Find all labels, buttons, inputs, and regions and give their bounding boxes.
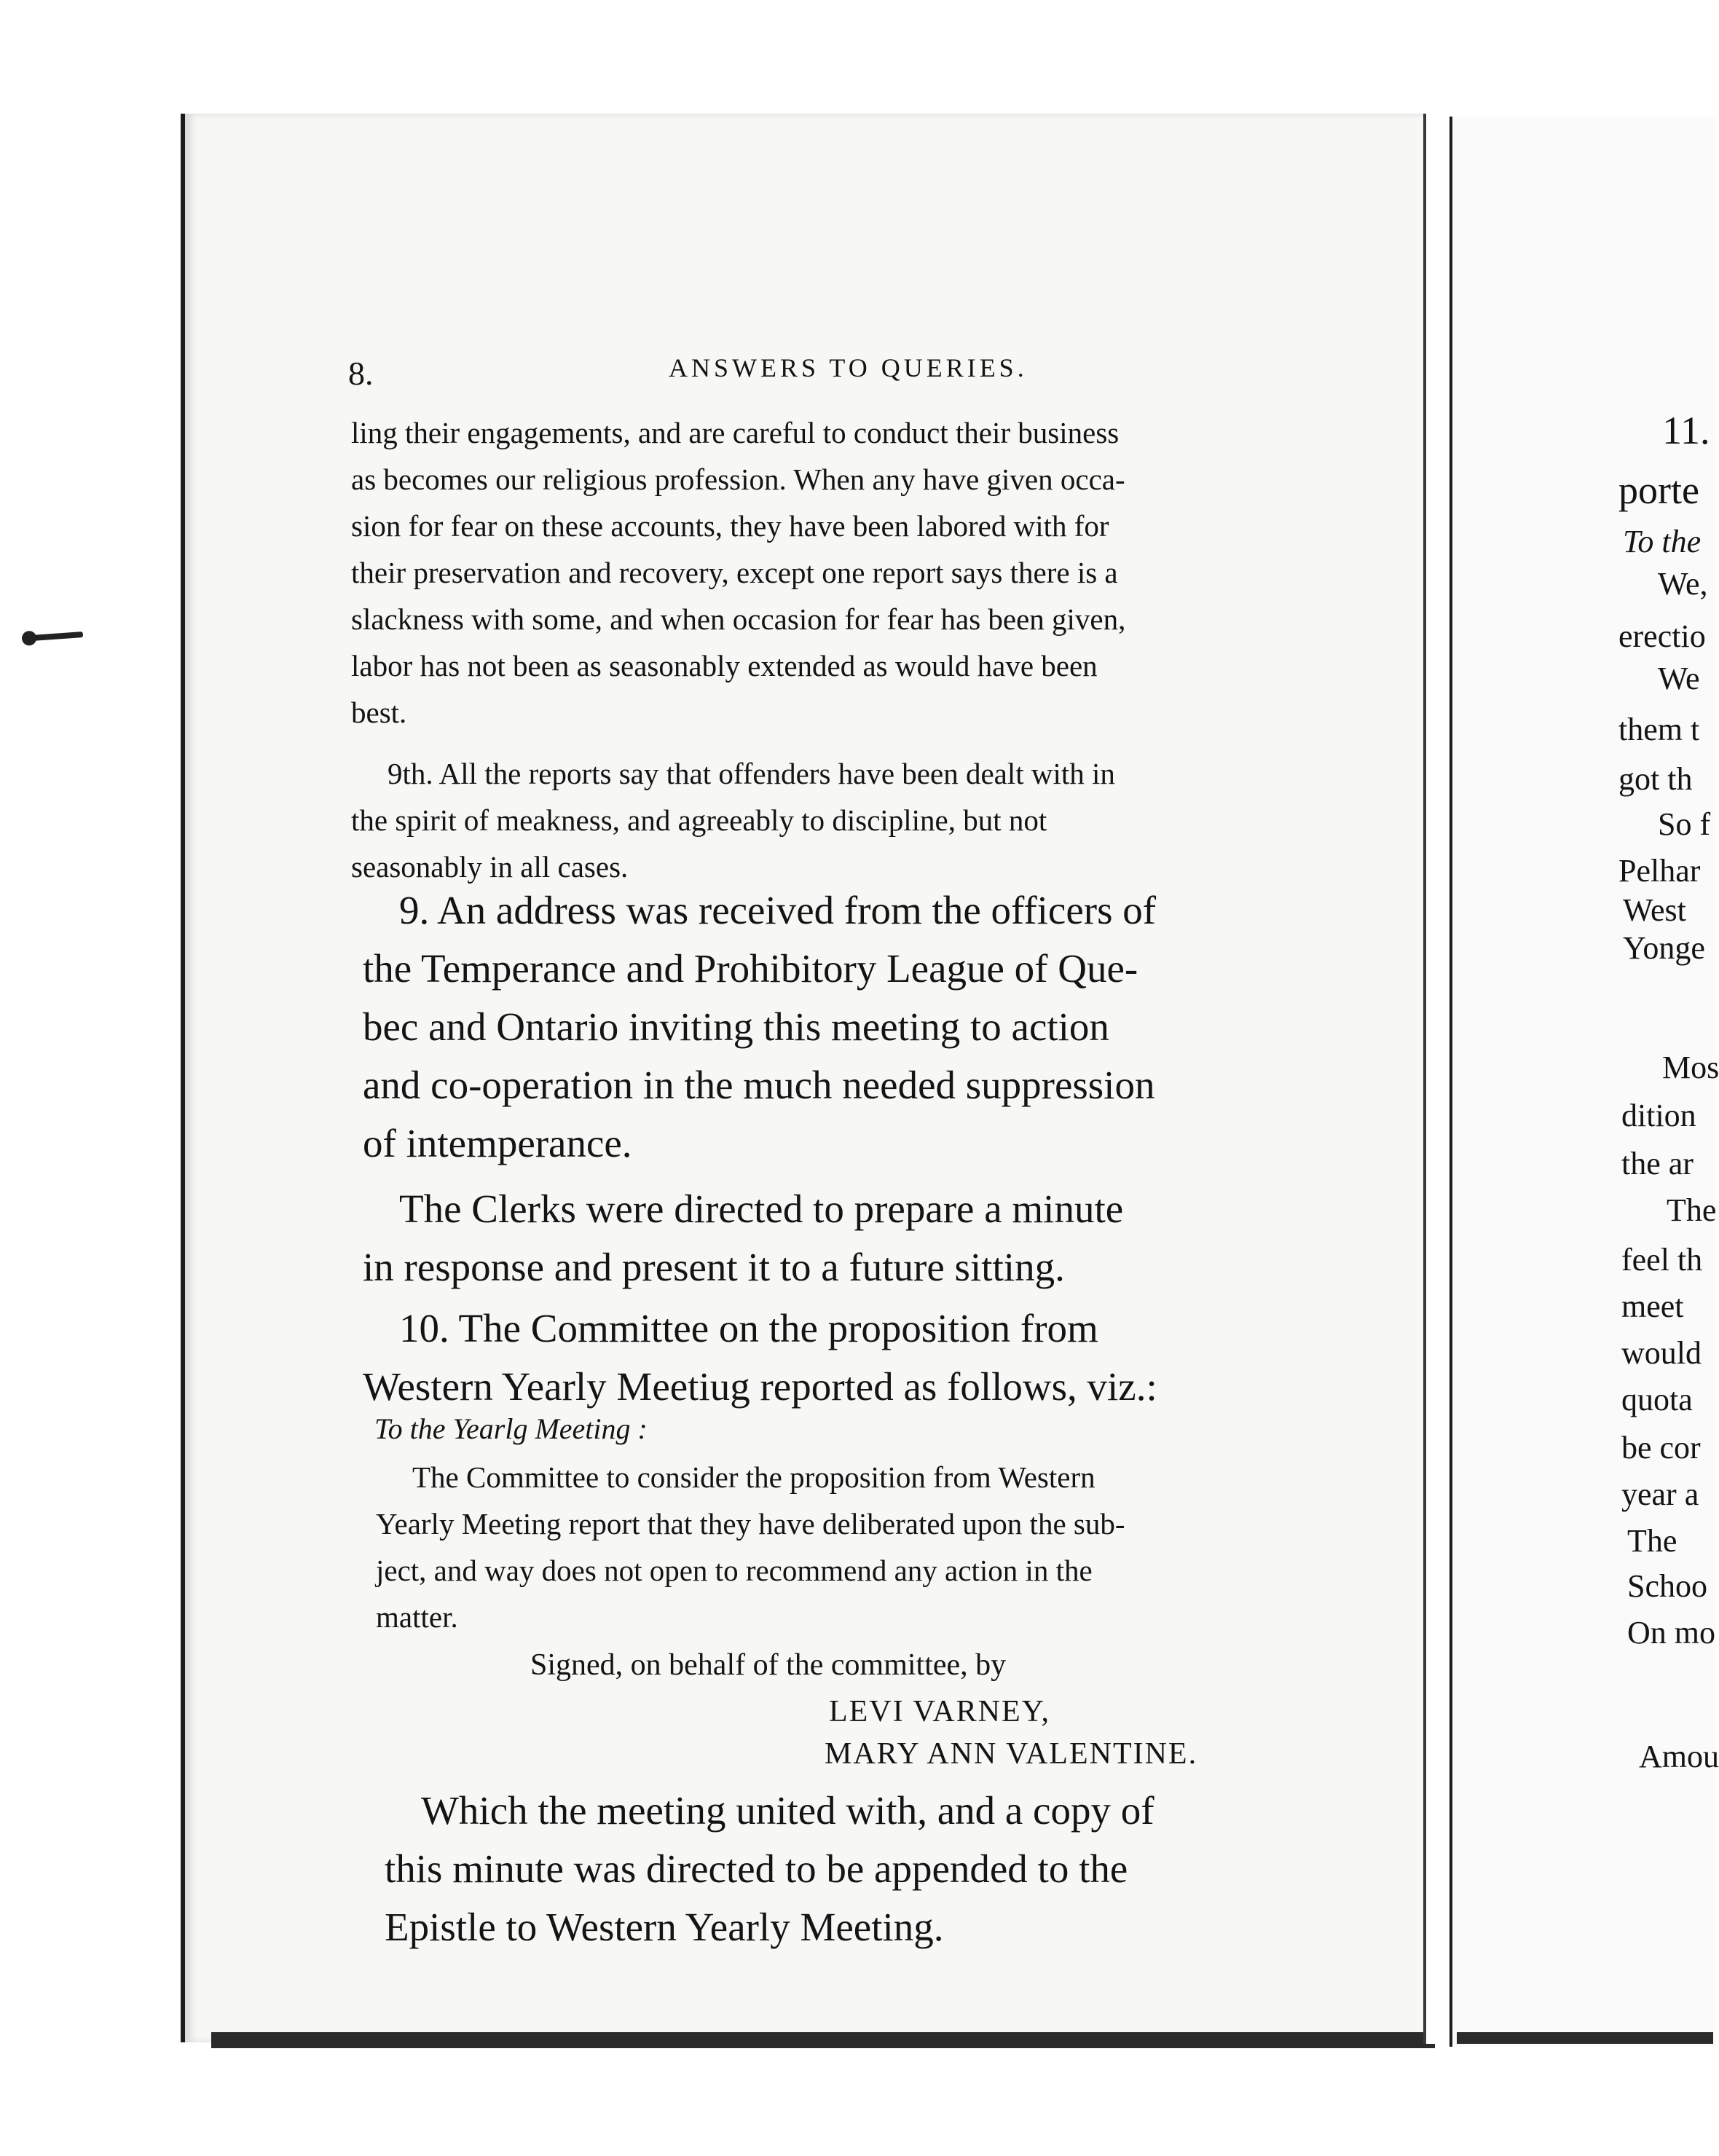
right-fragment: Schoo [1627,1568,1707,1604]
right-page-shadow [1457,2032,1713,2044]
right-fragment: 11. [1662,409,1710,452]
paragraph-8th-continued [351,409,1342,736]
signatory-mary-ann-valentine: MARY ANN VALENTINE. [825,1737,1198,1771]
right-fragment: would [1621,1335,1702,1371]
text-line: 10. The Committee on the proposition from [399,1306,1098,1350]
right-fragment: To the [1623,524,1702,559]
right-fragment: We, [1658,566,1708,602]
text-line: of intemperance. [363,1121,632,1165]
right-fragment: porte [1618,468,1699,512]
text-line: this minute was directed to be appended to the [385,1846,1128,1891]
text-line: Western Yearly Meetiug reported as follows, viz.: [363,1364,1157,1409]
text-line: The Clerks were directed to prepare a minute [399,1187,1124,1231]
right-fragment: So f [1658,806,1711,842]
right-fragment: feel th [1621,1242,1703,1278]
text-line: The Committee to consider the proposition from Western [412,1460,1095,1494]
book-gutter [1423,114,1452,2044]
signatory-levi-varney: LEVI VARNEY, [829,1695,1051,1728]
text-line: sion for fear on these accounts, they have been labored with for [351,509,1109,543]
text-line: in response and present it to a future sitting. [363,1245,1065,1289]
text-line: their preservation and recovery, except one report says there is a [351,556,1118,589]
closing-paragraph [385,1782,1346,1956]
left-page-shadow [211,2032,1435,2048]
text-line: bec and Ontario inviting this meeting to action [363,1004,1109,1049]
address-line: To the Yearlg Meeting : [374,1412,648,1445]
right-fragment: We [1658,661,1700,696]
text-line: ject, and way does not open to recommend any action in the [376,1554,1093,1587]
item-10-committee [363,1299,1339,1416]
right-fragment: Mos [1662,1050,1719,1085]
text-line: and co-operation in the much needed suppression [363,1063,1155,1107]
right-fragment: year a [1621,1476,1699,1512]
text-line: matter. [376,1600,458,1634]
text-line: the spirit of meakness, and agreeably to discipline, but not [351,803,1047,837]
text-line: as becomes our religious profession. When any have given occa- [351,463,1125,496]
text-line: Yearly Meeting report that they have deliberated upon the sub- [376,1507,1125,1541]
text-line: ling their engagements, and are careful to conduct their business [351,416,1120,449]
right-fragment: On mo [1627,1615,1715,1651]
running-head: ANSWERS TO QUERIES. [669,353,1028,382]
right-fragment: them t [1618,712,1700,747]
right-fragment: West [1623,892,1686,928]
margin-ink-mark [22,632,83,642]
text-line: slackness with some, and when occasion for fear has been given, [351,602,1126,636]
clerks-directive [363,1180,1339,1297]
signed-line: Signed, on behalf of the committee, by [530,1648,1007,1682]
committee-report [376,1454,1342,1640]
right-fragment: meet [1621,1289,1684,1324]
text-line: the Temperance and Prohibitory League of Que- [363,946,1138,991]
right-fragment: The [1627,1523,1677,1559]
right-fragment: The [1667,1192,1717,1228]
text-line: labor has not been as seasonably extended as would have been [351,649,1098,682]
text-line: seasonably in all cases. [351,850,629,884]
right-fragment: erectio [1618,618,1706,654]
page-number: 8. [348,355,374,392]
text-line: 9. An address was received from the officers of [399,888,1157,932]
text-line: best. [351,696,407,729]
right-fragment: Pelhar [1618,853,1701,889]
text-line: Which the meeting united with, and a copy of [421,1788,1154,1833]
right-fragment: got th [1618,761,1693,797]
text-line: Epistle to Western Yearly Meeting. [385,1905,944,1949]
right-fragment: quota [1621,1382,1693,1417]
right-fragment: Amou [1639,1739,1719,1774]
right-fragment: dition [1621,1098,1696,1133]
right-fragment: be cor [1621,1430,1701,1465]
right-fragment: the ar [1621,1146,1694,1181]
paragraph-9th [351,750,1342,890]
text-line: 9th. All the reports say that offenders have been dealt with in [388,757,1115,790]
right-fragment: Yonge [1623,930,1705,966]
item-9-address [363,881,1339,1173]
